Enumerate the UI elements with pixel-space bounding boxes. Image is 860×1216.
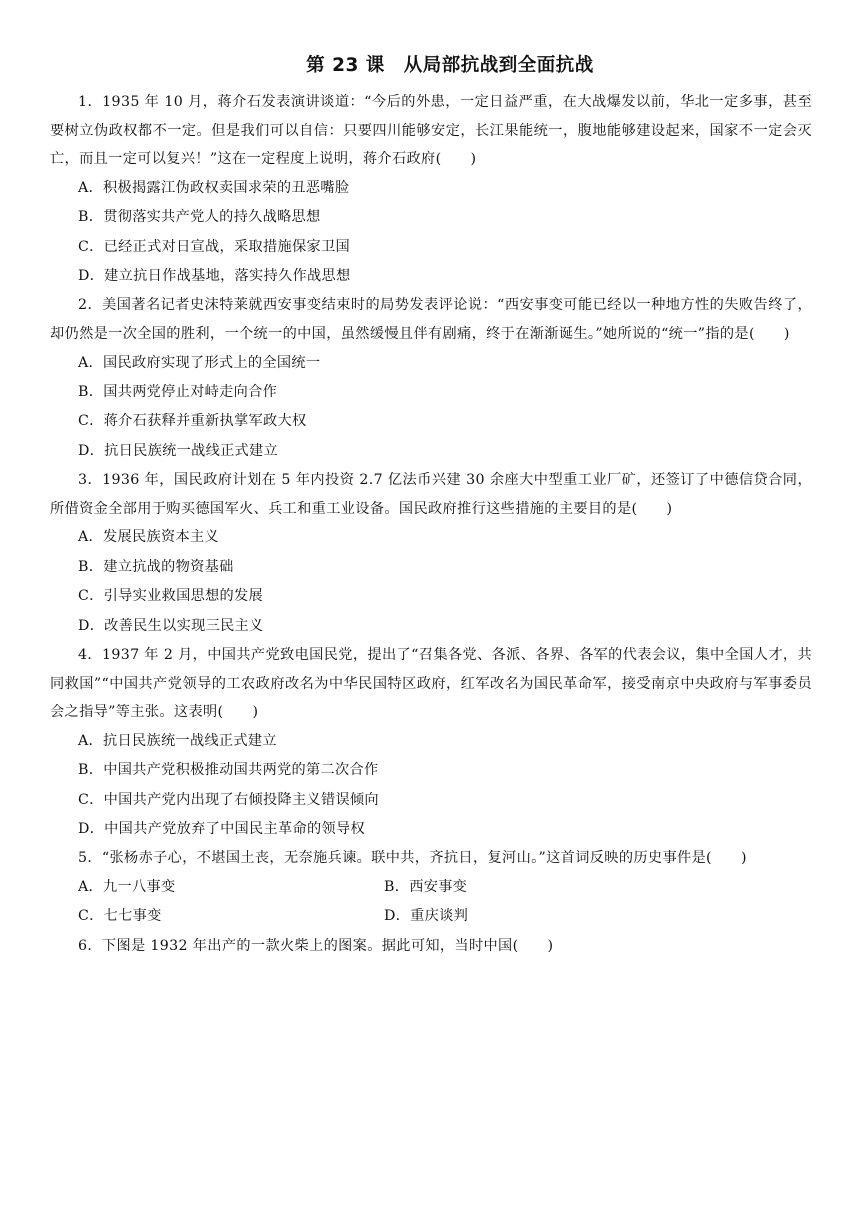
question-4-option-a: A．抗日民族统一战线正式建立 — [78, 732, 277, 749]
question-1-option-c: C．已经正式对日宣战，采取措施保家卫国 — [78, 238, 350, 255]
question-4-option-d: D．中国共产党放弃了中国民主革命的领导权 — [78, 821, 365, 838]
question-1-option-a: A．积极揭露江伪政权卖国求荣的丑恶嘴脸 — [78, 179, 350, 196]
question-5-stem: 5．“张杨赤子心，不堪国土丧，无奈施兵谏。联中共，齐抗日，复河山。”这首词反映的历史事件是( ) — [78, 850, 747, 867]
question-2-option-d: D．抗日民族统一战线正式建立 — [78, 442, 279, 459]
question-3-option-a: A．发展民族资本主义 — [78, 529, 219, 546]
question-1-stem: 1．1935 年 10 月，蒋介石发表演讲谈道：“今后的外患，一定日益严重，在大战爆发以前，华北一定多事，甚至要树立伪政权都不一定。但是我们可以自信：只要四川能够安定，长江果能统一，腹地能够建设起来，国家不一定会灭亡，而且一定可以复兴！”这在一定程度上说明，蒋介石政府( ) — [50, 94, 812, 168]
question-2-option-b: B．国共两党停止对峙走向合作 — [78, 384, 278, 400]
question-1-option-b: B．贯彻落实共产党人的持久战略思想 — [78, 209, 321, 226]
question-2-option-a: A．国民政府实现了形式上的全国统一 — [78, 354, 321, 371]
question-1-option-d: D．建立抗日作战基地，落实持久作战思想 — [78, 268, 351, 284]
question-3-option-d: D．改善民生以实现三民主义 — [78, 617, 264, 634]
question-6-stem: 6．下图是 1932 年出产的一款火柴上的图案。据此可知，当时中国( ) — [78, 937, 554, 954]
question-list — [50, 88, 812, 960]
question-5-option-a: A．九一八事变 — [78, 879, 176, 896]
question-3-option-c: C．引导实业救国思想的发展 — [78, 588, 264, 605]
question-4-stem: 4．1937 年 2 月，中国共产党致电国民党，提出了“召集各党、各派、各界、各军的代表会议，集中全国人才，共同救国”“中国共产党领导的工农政府改名为中华民国特区政府，红军改名为国民革命军，接受南京中央政府与军事委员会之指导”等主张。这表明( ) — [50, 647, 812, 721]
question-5-option-c: C．七七事变 — [78, 908, 162, 925]
question-5-option-b: B．西安事变 — [384, 879, 468, 896]
question-4-option-b: B．中国共产党积极推动国共两党的第二次合作 — [78, 762, 379, 779]
question-3-option-b: B．建立抗战的物资基础 — [78, 558, 234, 575]
question-5-options-row-1 — [50, 873, 812, 902]
lesson-title: 第 23 课 从局部抗战到全面抗战 — [306, 55, 594, 76]
question-2-option-c: C．蒋介石获释并重新执掌军政大权 — [78, 413, 307, 430]
question-2-stem: 2．美国著名记者史沫特莱就西安事变结束时的局势发表评论说：“西安事变可能已经以一种地方性的失败告终了，却仍然是一次全国的胜利，一个统一的中国，虽然缓慢且伴有剧痛，终于在渐渐诞生。”她所说的“统一”指的是( ) — [50, 297, 812, 342]
question-4-option-c: C．中国共产党内出现了右倾投降主义错误倾向 — [78, 791, 379, 808]
question-3-stem: 3．1936 年，国民政府计划在 5 年内投资 2.7 亿法币兴建 30 余座大中型重工业厂矿，还签订了中德信贷合同，所借资金全部用于购买德国军火、兵工和重工业设备。国民政府推行这些措施的主要目的是( ) — [50, 472, 812, 517]
question-5-option-d: D．重庆谈判 — [384, 908, 469, 925]
question-5-options-row-2 — [50, 902, 812, 931]
